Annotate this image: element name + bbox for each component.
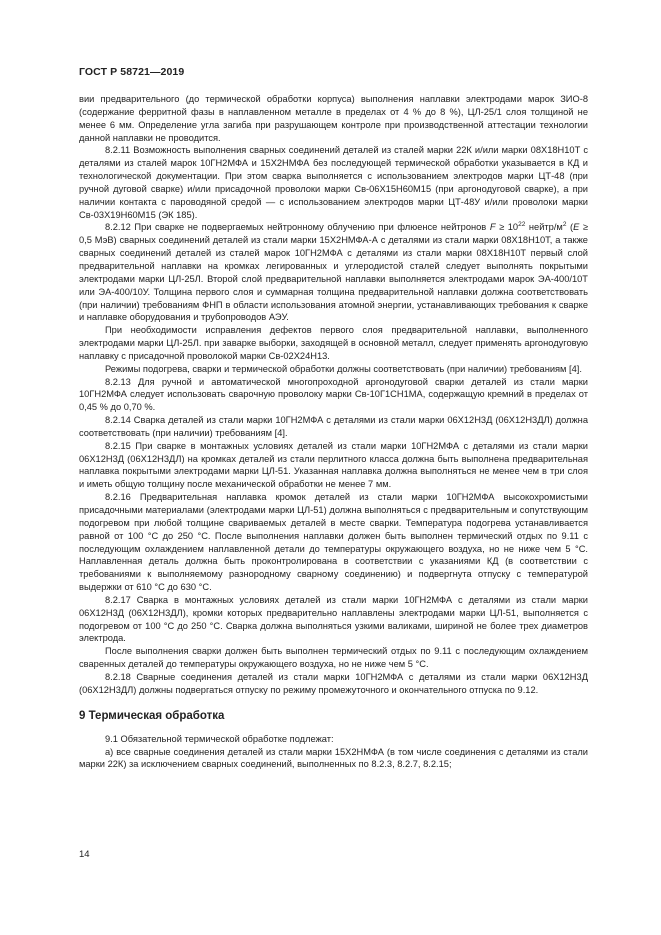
fluence-symbol: F: [489, 222, 496, 233]
fluence-unit-power: 2: [562, 221, 567, 229]
document-body: [79, 93, 588, 771]
energy-open: (: [566, 222, 574, 233]
paragraph-8-2-16: 8.2.16 Предварительная наплавка кромок деталей из стали марки 10ГН2МФА высокохромистыми присадочными материалами (электродами марки ЦЛ-51) должна выполняться с предварительным и сопутствующим подогревом при любой толщине свариваемых деталей в месте сварки. Температура подогрева устанавливается равной от 100 °С до 250 °С. После выполнения наплавки должен быть выполнен термический отдых по 9.11 с последующим охлаждением наплавленной детали до температуры окружающего воздуха, но не ниже чем 5 °С. Наплавленная деталь должна быть проконтролирована в соответствии с указаниями КД (в соответствии с требованиями к выполняемому разнородному сварному соединению) и подвергнута отпуску с температурой выдержки от 610 °С до 630 °С.: [79, 492, 588, 593]
paragraph: Режимы подогрева, сварки и термической обработки должны соответствовать (при наличии) требованиям [4].: [105, 363, 582, 374]
section-title: 9 Термическая обработка: [79, 709, 225, 722]
paragraph-8-2-11: 8.2.11 Возможность выполнения сварных соединений деталей из сталей марки 22К и/или марки 08Х18Н10Т с деталями из сталей марок 10ГН2МФА и 15Х2НМФА без последующей термической обработки указывается в КД и технологической документации. При этом сварка выполняется с использованием электродов марки ЦТ-48 (при ручной дуговой сварке) и/или присадочной проволоки марки Св-06Х15Н60М15 (при аргонодуговой сварке), а при наличии контакта с пароводяной средой — с использованием электродов марки ЦТ-48У и/или проволоки марки Св-03Х19Н60М15 (ЭК 185).: [79, 145, 588, 220]
paragraph-8-2-17: 8.2.17 Сварка в монтажных условиях деталей из стали марки 10ГН2МФА с деталями из стали марки 06Х12Н3Д (06Х12Н3ДЛ), кромки которых предварительно наплавлены электродами марки ЦЛ-51, выполняется с подогревом от 100 °С до 250 °С. Сварка должна выполняться узкими валиками, шириной не более трех диаметров электрода.: [79, 594, 588, 644]
fluence-exponent: 22: [518, 221, 526, 229]
paragraph-9-1: 9.1 Обязательной термической обработке подлежат:: [105, 733, 334, 744]
page-number: 14: [79, 849, 90, 860]
paragraph-8-2-13: 8.2.13 Для ручной и автоматической многопроходной аргонодуговой сварки деталей из стали марки 10ГН2МФА следует использовать сварочную проволоку марки Св-10Г1СН1МА, содержащую кремний в пределах от 0,45 % до 0,70 %.: [79, 376, 588, 413]
paragraph-text-start: 8.2.12 При сварке не подвергаемых нейтронному облучению при флюенсе нейтронов: [105, 222, 490, 233]
document-header: ГОСТ Р 58721—2019: [79, 66, 185, 78]
list-item-a: а) все сварные соединения деталей из стали марки 15Х2НМФА (в том числе соединения с деталями из стали марки 22К) за исключением сварных соединений, выполненных по 8.2.3, 8.2.7, 8.2.15;: [79, 746, 588, 770]
paragraph: После выполнения сварки должен быть выполнен термический отдых по 9.11 с последующим охлаждением сваренных деталей до температуры окружающего воздуха, но не ниже чем 5 °С.: [79, 646, 588, 670]
paragraph-8-2-12: [79, 221, 588, 324]
paragraph-8-2-14: 8.2.14 Сварка деталей из стали марки 10ГН2МФА с деталями из стали марки 06Х12Н3Д (06Х12Н3ДЛ) должна соответствовать (при наличии) требованиям [4].: [79, 415, 588, 438]
fluence-unit: нейтр/м: [525, 222, 563, 233]
paragraph-text-end: сварных соединений деталей из стали марки 15Х2НМФА-А с деталями из стали марки 08Х18Н10Т, а также сварных соединений деталей из сталей марок 10ГН2МФА с деталями из стали марки 08Х18Н10Т первый слой предварительной наплавки на кромках легированных и углеродистой сталей следует выполнять покрытыми электродами марки ЦЛ-25Л. Второй слой предварительной наплавки выполняется электродами марок ЭА-400/10Т или ЭА-400/10У. Толщина первого слоя и суммарная толщина предварительной наплавки должна соответствовать (при наличии) требованиям ФНП в области использования атомной энергии, устанавливающих требования к сварке и наплавке оборудования и трубопроводов АЭУ.: [79, 235, 588, 323]
energy-symbol: E: [573, 222, 580, 233]
paragraph: При необходимости исправления дефектов первого слоя предварительной наплавки, выполненного электродами марки ЦЛ-25Л. при заварке выборки, заходящей в основной металл, следует применять аргонодуговую наплавку с присадочной проволокой марки Св-02Х24Н13.: [79, 325, 588, 361]
paragraph-8-2-18: 8.2.18 Сварные соединения деталей из стали марки 10ГН2МФА с деталями из стали марки 06Х12Н3Д (06Х12Н3ДЛ) должны подвергаться отпуску по режиму промежуточного и окончательного отпуска по 9.12.: [79, 671, 588, 695]
fluence-comparison: ≥ 10: [495, 222, 519, 233]
paragraph-8-2-15: 8.2.15 При сварке в монтажных условиях деталей из стали марки 10ГН2МФА с деталями из стали марки 06Х12Н3Д (06Х12Н3ДЛ) на кромках деталей из стали перлитного класса должна быть выполнена предварительная наплавка покрытыми электродами марки ЦЛ-51. Указанная наплавка должна выполняться не менее чем в три слоя и иметь общую толщину после механической обработки не менее 7 мм.: [79, 440, 588, 490]
energy-condition: ≥ 0,5 МэВ): [79, 222, 588, 246]
paragraph: вии предварительного (до термической обработки корпуса) выполнения наплавки электродами марок ЗИО-8 (содержание ферритной фазы в наплавленном металле в пределах от 4 % до 8 %), ЦЛ-25/1 слоя толщиной не менее 6 мм. Определение угла загиба при разрушающем контроле при производственной аттестации технологии данной наплавки не проводится.: [79, 94, 588, 143]
